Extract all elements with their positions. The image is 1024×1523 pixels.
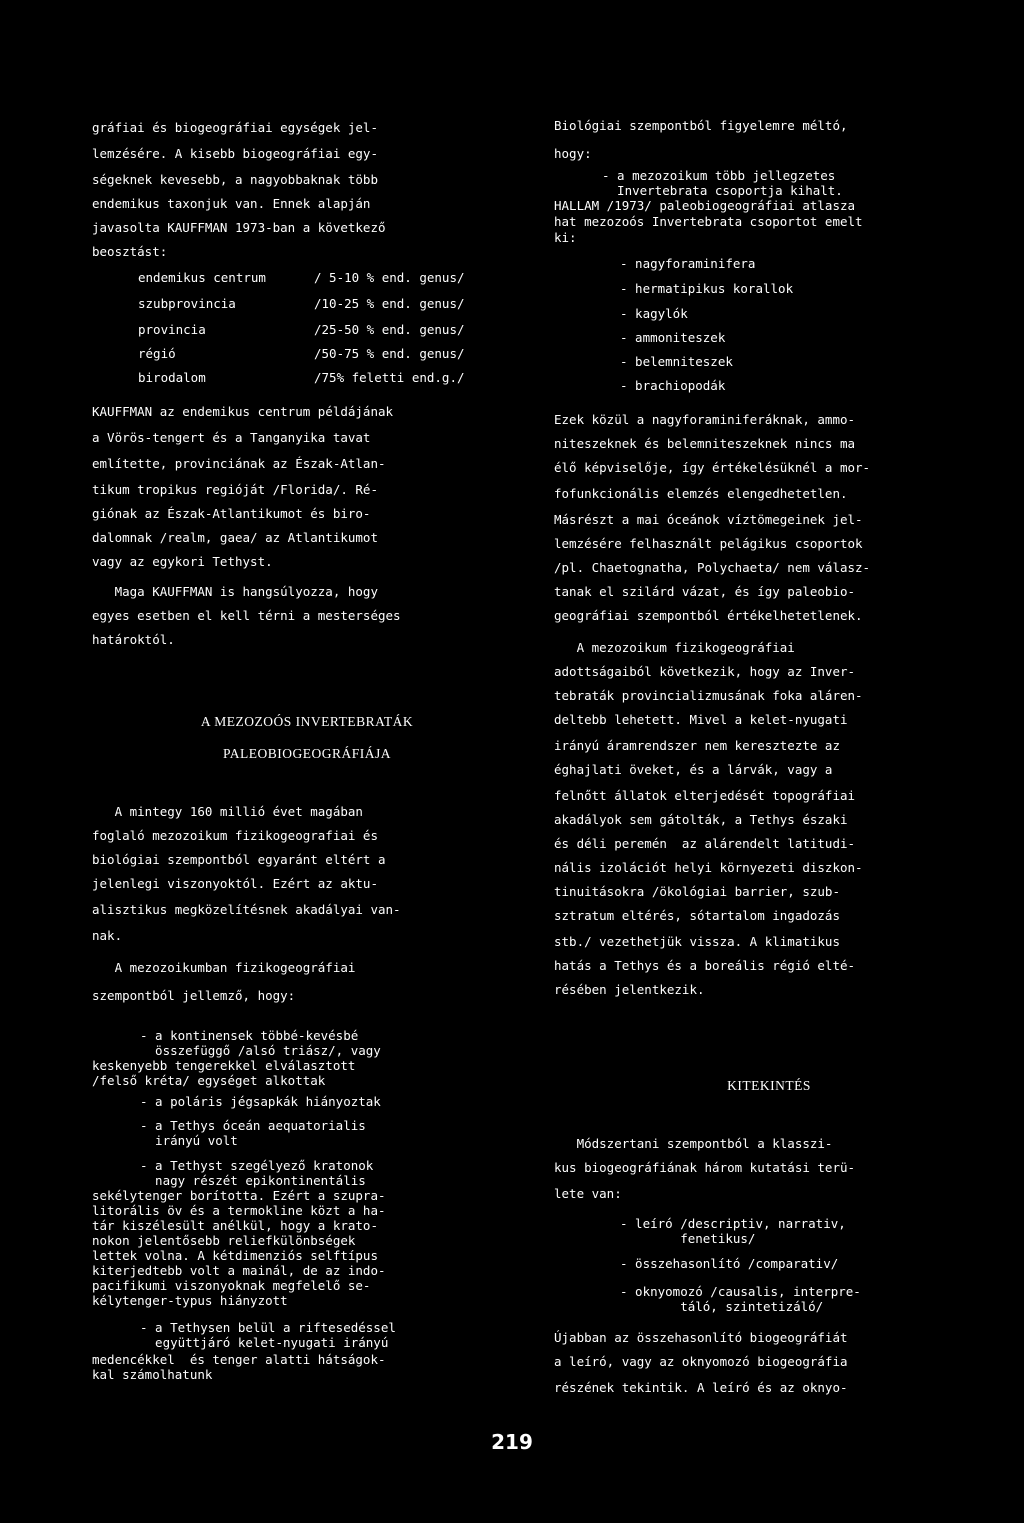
section-heading: A MEZOZOÓS INVERTEBRATÁK (200, 714, 414, 729)
text-line: stb./ vezethetjük vissza. A klimatikus (554, 934, 840, 949)
text-line: hogy: (554, 146, 592, 161)
text-line: adottságaiból következik, hogy az Inver- (554, 664, 856, 679)
text-line: szempontból jellemző, hogy: (92, 988, 296, 1003)
text-line: vagy az egykori Tethyst. (92, 554, 273, 569)
text-line: endemikus taxonjuk van. Ennek alapján (92, 196, 371, 211)
text-line: Újabban az összehasonlító biogeográfiát (554, 1330, 848, 1345)
text-line: - a poláris jégsapkák hiányoztak (140, 1094, 381, 1109)
text-line: deltebb lehetett. Mivel a kelet-nyugati (554, 712, 848, 727)
text-line: - oknyomozó /causalis, interpre- (620, 1284, 861, 1299)
text-line: geográfiai szempontból értékelhetetlenek. (554, 608, 863, 623)
text-line: kélytenger-typus hiányzott (92, 1293, 288, 1308)
text-line: nális izolációt helyi környezeti diszkon- (554, 860, 863, 875)
text-line: akadályok sem gátolták, a Tethys északi (554, 812, 848, 827)
text-line: és déli peremén az alárendelt latitudi- (554, 836, 856, 851)
text-line: táló, szintetizáló/ (620, 1299, 824, 1314)
text-line: kiterjedtebb volt a mainál, de az indo- (92, 1263, 386, 1278)
list-item: - kagylók (620, 306, 688, 321)
text-line: együttjáró kelet-nyugati irányú (140, 1335, 389, 1350)
text-line: niteszeknek és belemniteszeknek nincs ma (554, 436, 856, 451)
table-value: /10-25 % end. genus/ (314, 296, 465, 311)
text-line: - a kontinensek többé-kevésbé (140, 1028, 359, 1043)
text-line: hatás a Tethys és a boreális régió elté- (554, 958, 856, 973)
table-value: /25-50 % end. genus/ (314, 322, 465, 337)
text-line: keskenyebb tengerekkel elválasztott (92, 1058, 356, 1073)
text-line: fofunkcionális elemzés elengedhetetlen. (554, 486, 848, 501)
text-line: részének tekintik. A leíró és az oknyo- (554, 1380, 848, 1395)
text-line: lete van: (554, 1186, 622, 1201)
table-term: provincia (138, 322, 206, 337)
text-line: lettek volna. A kétdimenziós selftípus (92, 1248, 378, 1263)
text-line: biológiai szempontból egyaránt eltért a (92, 852, 386, 867)
table-term: birodalom (138, 370, 206, 385)
text-line: egyes esetben el kell térni a mesterséges (92, 608, 401, 623)
text-line: lemzésére. A kisebb biogeográfiai egy- (92, 146, 378, 161)
text-line: résében jelentkezik. (554, 982, 705, 997)
text-line: javasolta KAUFFMAN 1973-ban a következő (92, 220, 386, 235)
list-item: - nagyforaminifera (620, 256, 756, 271)
section-heading: KITEKINTÉS (727, 1078, 811, 1093)
text-line: ki: (554, 230, 577, 245)
text-line: sztratum eltérés, sótartalom ingadozás (554, 908, 840, 923)
text-line: élő képviselője, így értékelésüknél a mor- (554, 460, 871, 475)
text-line: jelenlegi viszonyoktól. Ezért az aktu- (92, 876, 378, 891)
section-subheading: PALEOBIOGEOGRÁFIÁJA (222, 746, 391, 761)
text-line: tebraták provincializmusának foka aláren- (554, 688, 863, 703)
text-line: sekélytenger borította. Ezért a szupra- (92, 1188, 386, 1203)
page-number: 219 (491, 1430, 533, 1454)
table-term: régió (138, 346, 176, 361)
text-line: határoktól. (92, 632, 175, 647)
text-line: - a Tethyst szegélyező kratonok (140, 1158, 374, 1173)
text-line: giónak az Észak-Atlantikumot és biro- (92, 506, 371, 521)
text-line: tinuitásokra /ökológiai barrier, szub- (554, 884, 840, 899)
text-line: - a Tethysen belül a riftesedéssel (140, 1320, 396, 1335)
text-line: gráfiai és biogeográfiai egységek jel- (92, 120, 378, 135)
text-line: éghajlati öveket, és a lárvák, vagy a (554, 762, 833, 777)
text-line: fenetikus/ (620, 1231, 756, 1246)
text-line: beosztást: (92, 244, 168, 259)
list-item: - belemniteszek (620, 354, 733, 369)
table-value: /50-75 % end. genus/ (314, 346, 465, 361)
text-line: felnőtt állatok elterjedését topográfiai (554, 788, 856, 803)
text-line: /felső kréta/ egységet alkottak (92, 1073, 326, 1088)
text-line: - a mezozoikum több jellegzetes (602, 168, 836, 183)
text-line: pacifikumi viszonyoknak megfelelő se- (92, 1278, 371, 1293)
text-line: A mintegy 160 millió évet magában (92, 804, 363, 819)
text-line: irányú áramrendszer nem keresztezte az (554, 738, 840, 753)
text-line: KAUFFMAN az endemikus centrum példájának (92, 404, 394, 419)
table-value: /75% feletti end.g./ (314, 370, 465, 385)
text-line: irányú volt (140, 1133, 238, 1148)
text-line: lemzésére felhasznált pelágikus csoportok (554, 536, 863, 551)
list-item: - ammoniteszek (620, 330, 726, 345)
text-line: kal számolhatunk (92, 1367, 213, 1382)
list-item: - brachiopodák (620, 378, 726, 393)
text-line: kus biogeográfiának három kutatási terü- (554, 1160, 856, 1175)
text-line: Ezek közül a nagyforaminiferáknak, ammo- (554, 412, 856, 427)
text-line: Biológiai szempontból figyelemre méltó, (554, 118, 848, 133)
text-line: nak. (92, 928, 123, 943)
text-line: alisztikus megközelítésnek akadályai van- (92, 902, 401, 917)
text-line: foglaló mezozoikum fizikogeografiai és (92, 828, 378, 843)
text-line: tár kiszélesült anélkül, hogy a krato- (92, 1218, 378, 1233)
text-line: Maga KAUFFMAN is hangsúlyozza, hogy (92, 584, 378, 599)
text-line: A mezozoikumban fizikogeográfiai (92, 960, 356, 975)
table-value: / 5-10 % end. genus/ (314, 270, 465, 285)
text-line: HALLAM /1973/ paleobiogeográfiai atlasza (554, 198, 856, 213)
text-line: tikum tropikus regióját /Florida/. Ré- (92, 482, 378, 497)
text-line: a leíró, vagy az oknyomozó biogeográfia (554, 1354, 848, 1369)
text-line: Invertebrata csoportja kihalt. (602, 183, 843, 198)
table-term: szubprovincia (138, 296, 236, 311)
list-item: - hermatipikus korallok (620, 281, 794, 296)
text-line: a Vörös-tengert és a Tanganyika tavat (92, 430, 371, 445)
text-line: hat mezozoós Invertebrata csoportot emelt (554, 214, 863, 229)
text-line: említette, provinciának az Észak-Atlan- (92, 456, 386, 471)
text-line: - összehasonlító /comparativ/ (620, 1256, 839, 1271)
text-line: - leíró /descriptiv, narrativ, (620, 1216, 846, 1231)
table-term: endemikus centrum (138, 270, 266, 285)
text-line: - a Tethys óceán aequatorialis (140, 1118, 366, 1133)
text-line: A mezozoikum fizikogeográfiai (554, 640, 795, 655)
text-line: /pl. Chaetognatha, Polychaeta/ nem válasz- (554, 560, 871, 575)
text-line: dalomnak /realm, gaea/ az Atlantikumot (92, 530, 378, 545)
text-line: összefüggő /alsó triász/, vagy (140, 1043, 381, 1058)
text-line: litorális öv és a termokline közt a ha- (92, 1203, 386, 1218)
text-line: nokon jelentősebb reliefkülönbségek (92, 1233, 356, 1248)
text-line: Módszertani szempontból a klasszi- (554, 1136, 833, 1151)
text-line: tanak el szilárd vázat, és így paleobio- (554, 584, 856, 599)
text-line: ségeknek kevesebb, a nagyobbaknak több (92, 172, 378, 187)
text-line: nagy részét epikontinentális (140, 1173, 366, 1188)
text-line: Másrészt a mai óceánok víztömegeinek jel- (554, 512, 863, 527)
text-line: medencékkel és tenger alatti hátságok- (92, 1352, 386, 1367)
